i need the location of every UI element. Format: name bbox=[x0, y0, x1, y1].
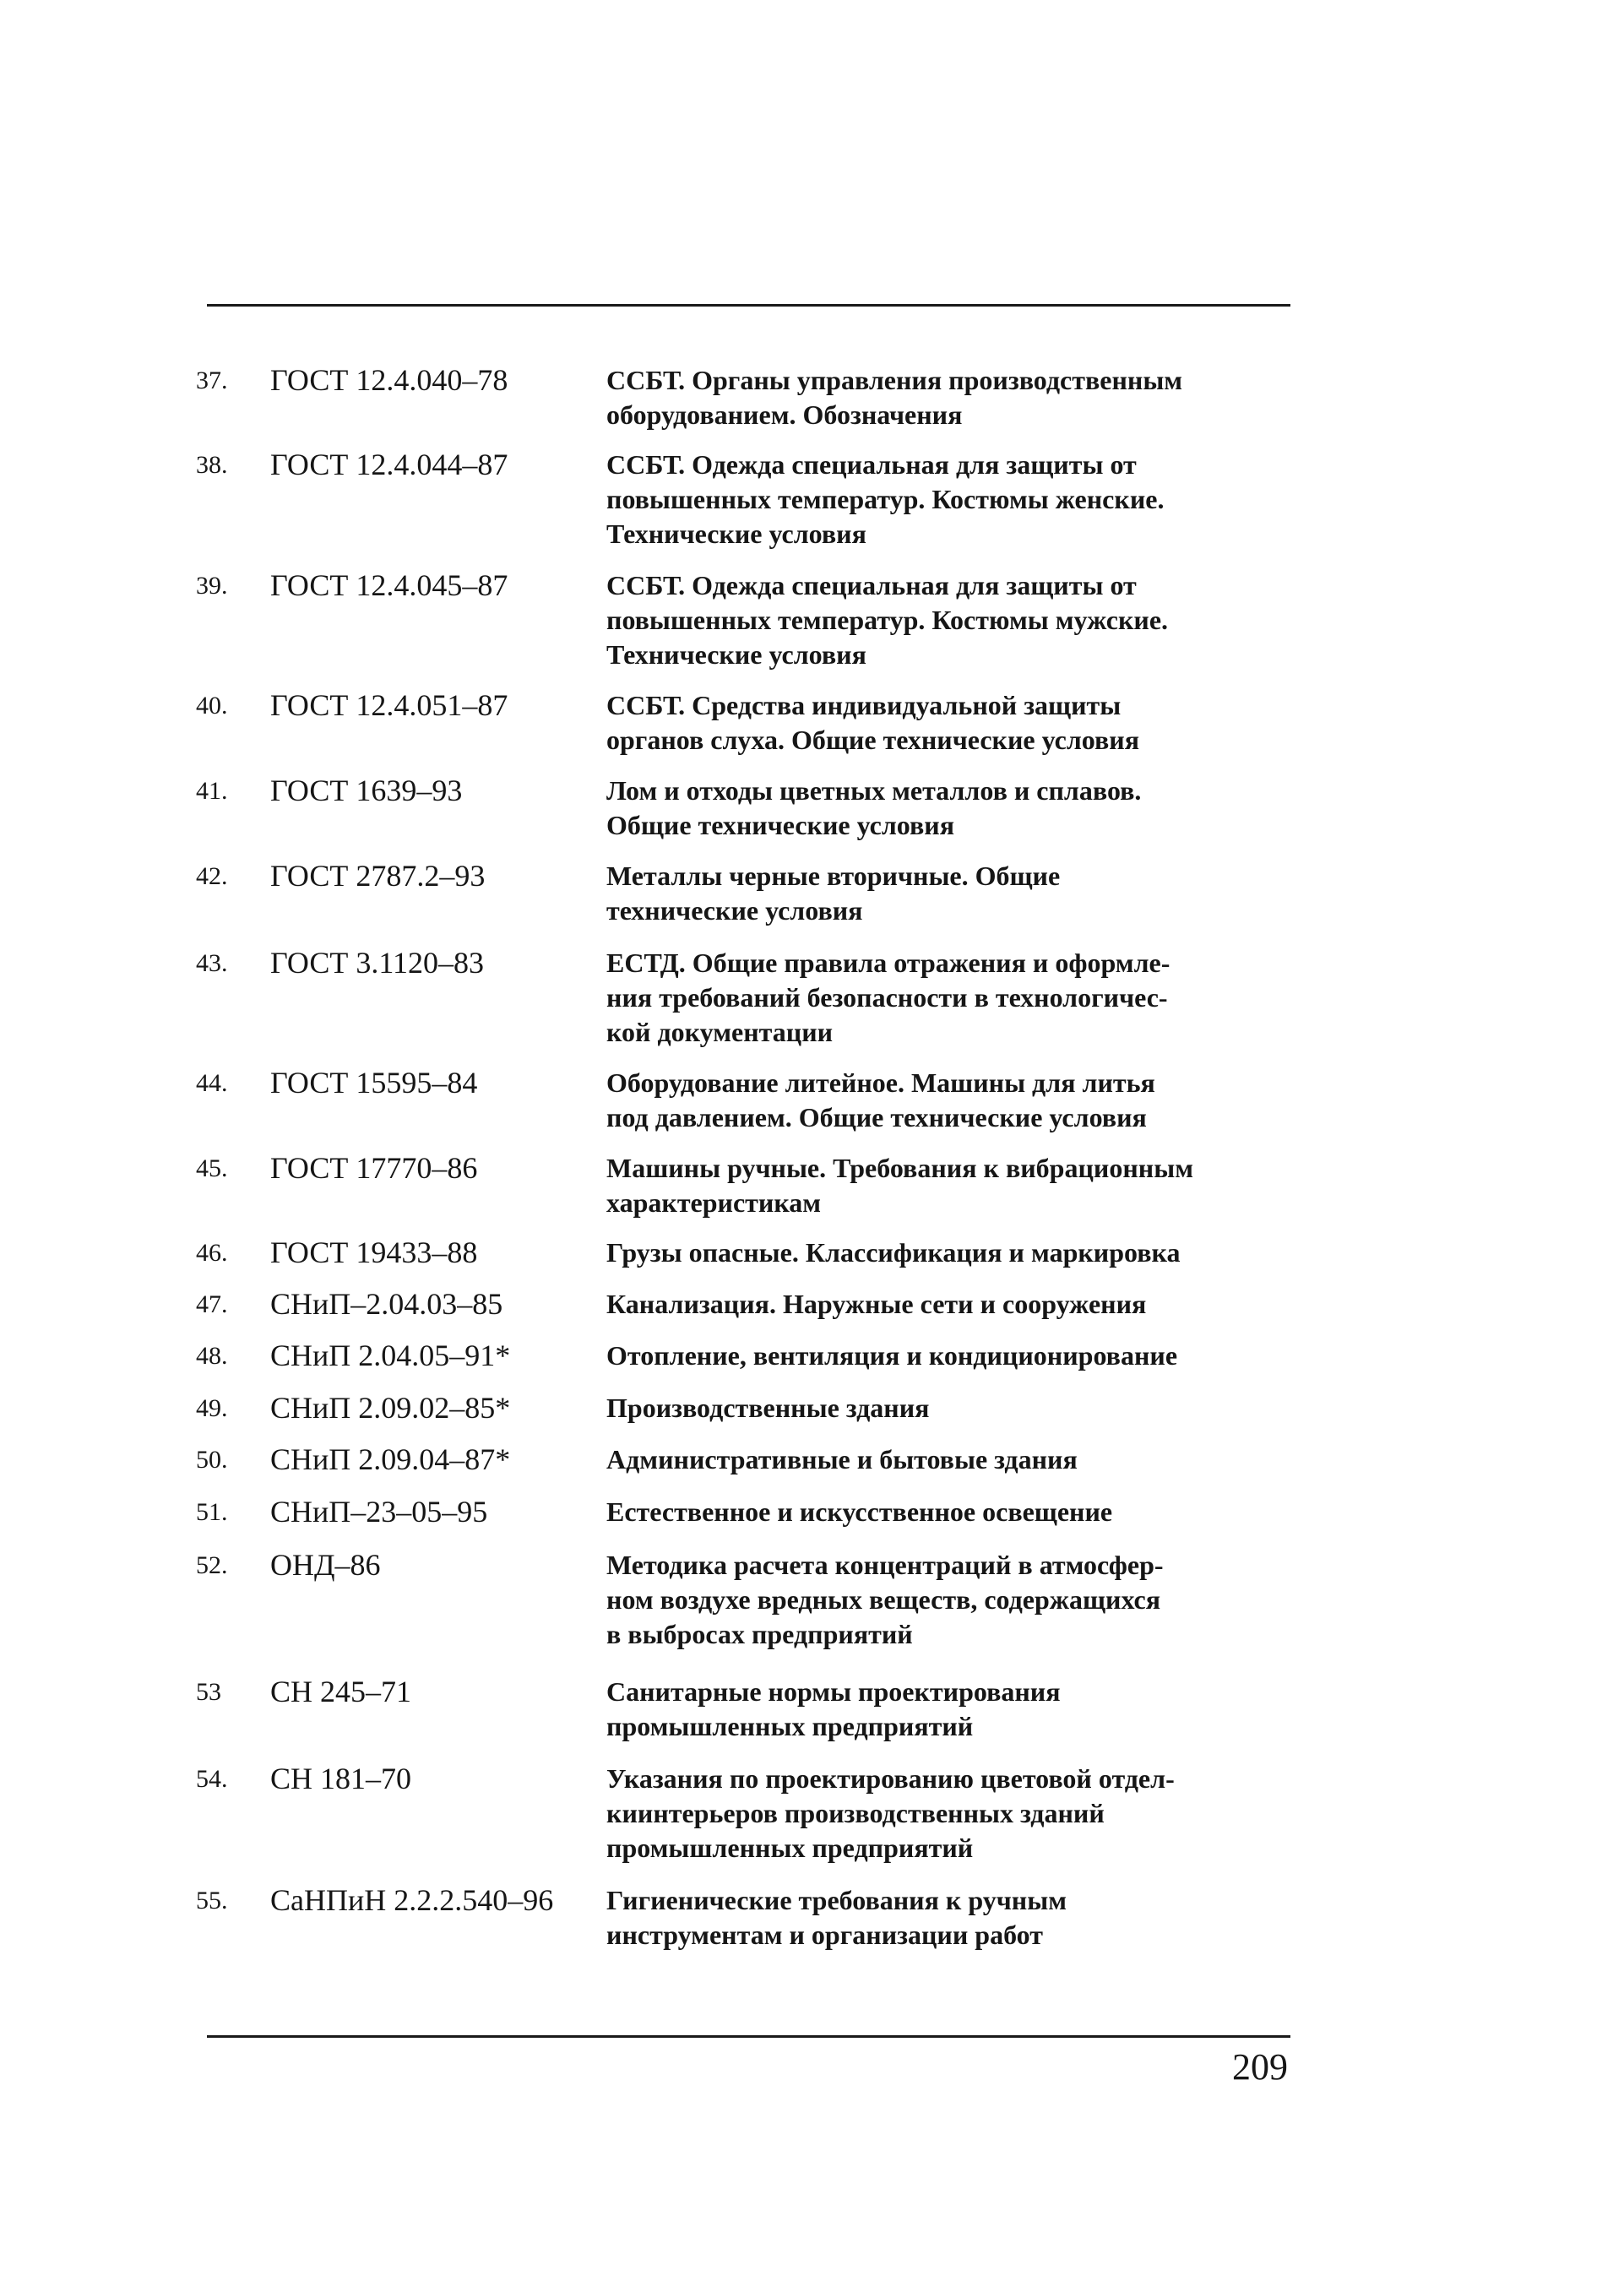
document-title bbox=[606, 1339, 1282, 1373]
title-line: Машины ручные. Требования к вибрационным bbox=[606, 1153, 1193, 1183]
title-line: кой документации bbox=[606, 1017, 834, 1047]
title-line: ССБТ. Органы управления производственным bbox=[606, 365, 1183, 395]
title-line: оборудованием. Обозначения bbox=[606, 399, 963, 430]
item-number: 43. bbox=[196, 949, 228, 977]
document-title bbox=[606, 1235, 1282, 1270]
title-line: под давлением. Общие технические условия bbox=[606, 1102, 1147, 1132]
title-line: характеристикам bbox=[606, 1187, 822, 1218]
document-code: ОНД–86 bbox=[270, 1548, 381, 1582]
document-code: СНиП 2.09.04–87* bbox=[270, 1442, 511, 1476]
title-line: Административные и бытовые здания bbox=[606, 1444, 1078, 1474]
document-title bbox=[606, 1548, 1282, 1652]
document-title bbox=[606, 568, 1282, 672]
title-line: Оборудование литейное. Машины для литья bbox=[606, 1067, 1155, 1098]
document-code: ГОСТ 12.4.044–87 bbox=[270, 448, 508, 481]
document-code: СНиП 2.09.02–85* bbox=[270, 1391, 511, 1425]
document-code: ГОСТ 17770–86 bbox=[270, 1151, 478, 1185]
title-line: ССБТ. Одежда специальная для защиты от bbox=[606, 570, 1137, 600]
title-line: ССБТ. Средства индивидуальной защиты bbox=[606, 690, 1122, 720]
title-line: киинтерьеров производственных зданий bbox=[606, 1798, 1105, 1828]
item-number: 50. bbox=[196, 1446, 228, 1474]
document-title bbox=[606, 1287, 1282, 1322]
item-number: 48. bbox=[196, 1342, 228, 1370]
item-number: 38. bbox=[196, 451, 228, 479]
item-number: 53 bbox=[196, 1678, 221, 1706]
title-line: Производственные здания bbox=[606, 1393, 930, 1423]
title-line: Металлы черные вторичные. Общие bbox=[606, 861, 1061, 891]
title-line: ния требований безопасности в технологичес- bbox=[606, 982, 1168, 1013]
document-code: ГОСТ 3.1120–83 bbox=[270, 946, 485, 980]
title-line: технические условия bbox=[606, 895, 863, 926]
title-line: Гигиенические требования к ручным bbox=[606, 1885, 1067, 1915]
item-number: 37. bbox=[196, 367, 228, 394]
document-title bbox=[606, 1442, 1282, 1477]
document-title bbox=[606, 1391, 1282, 1426]
item-number: 46. bbox=[196, 1239, 228, 1267]
title-line: Естественное и искусственное освещение bbox=[606, 1496, 1113, 1527]
title-line: ЕСТД. Общие правила отражения и оформле- bbox=[606, 948, 1170, 978]
title-line: Общие технические условия bbox=[606, 810, 955, 840]
item-number: 51. bbox=[196, 1498, 228, 1526]
document-title bbox=[606, 1762, 1282, 1865]
page-number: 209 bbox=[1232, 2046, 1288, 2088]
item-number: 47. bbox=[196, 1290, 228, 1318]
document-code: ГОСТ 1639–93 bbox=[270, 774, 463, 807]
title-line: повышенных температур. Костюмы женские. bbox=[606, 484, 1165, 514]
item-number: 39. bbox=[196, 572, 228, 600]
item-number: 40. bbox=[196, 692, 228, 720]
document-code: ГОСТ 12.4.040–78 bbox=[270, 363, 508, 397]
document-title bbox=[606, 1883, 1282, 1952]
document-code: ГОСТ 12.4.045–87 bbox=[270, 568, 508, 602]
title-line: Отопление, вентиляция и кондиционирование bbox=[606, 1340, 1178, 1371]
bottom-rule bbox=[207, 2035, 1290, 2038]
title-line: Грузы опасные. Классификация и маркировка bbox=[606, 1237, 1181, 1268]
document-code: СНиП–2.04.03–85 bbox=[270, 1287, 503, 1321]
title-line: ССБТ. Одежда специальная для защиты от bbox=[606, 449, 1137, 480]
document-title bbox=[606, 1151, 1282, 1220]
document-title bbox=[606, 859, 1282, 928]
title-line: Лом и отходы цветных металлов и сплавов. bbox=[606, 775, 1142, 806]
title-line: ном воздухе вредных веществ, содержащихся bbox=[606, 1584, 1161, 1615]
document-code: ГОСТ 19433–88 bbox=[270, 1235, 478, 1269]
document-title bbox=[606, 774, 1282, 843]
title-line: промышленных предприятий bbox=[606, 1711, 974, 1741]
item-number: 42. bbox=[196, 862, 228, 890]
item-number: 49. bbox=[196, 1394, 228, 1422]
item-number: 52. bbox=[196, 1551, 228, 1579]
document-title bbox=[606, 1495, 1282, 1529]
title-line: в выбросах предприятий bbox=[606, 1619, 913, 1649]
title-line: инструментам и организации работ bbox=[606, 1920, 1043, 1950]
document-code: СНиП–23–05–95 bbox=[270, 1495, 488, 1529]
title-line: Технические условия bbox=[606, 639, 866, 670]
item-number: 45. bbox=[196, 1154, 228, 1182]
document-code: ГОСТ 15595–84 bbox=[270, 1066, 478, 1100]
title-line: Указания по проектированию цветовой отдел- bbox=[606, 1763, 1175, 1794]
document-title bbox=[606, 1675, 1282, 1744]
document-code: СН 245–71 bbox=[270, 1675, 412, 1708]
item-number: 55. bbox=[196, 1887, 228, 1914]
document-title bbox=[606, 363, 1282, 432]
document-code: СНиП 2.04.05–91* bbox=[270, 1339, 511, 1372]
title-line: Канализация. Наружные сети и сооружения bbox=[606, 1289, 1147, 1319]
document-code: СаНПиН 2.2.2.540–96 bbox=[270, 1883, 554, 1917]
item-number: 54. bbox=[196, 1765, 228, 1793]
document-title bbox=[606, 688, 1282, 758]
document-title bbox=[606, 448, 1282, 551]
title-line: Методика расчета концентраций в атмосфер- bbox=[606, 1550, 1164, 1580]
item-number: 41. bbox=[196, 777, 228, 805]
top-rule bbox=[207, 304, 1290, 307]
document-code: СН 181–70 bbox=[270, 1762, 412, 1795]
title-line: Санитарные нормы проектирования bbox=[606, 1676, 1061, 1707]
document-title bbox=[606, 1066, 1282, 1135]
title-line: промышленных предприятий bbox=[606, 1833, 974, 1863]
title-line: Технические условия bbox=[606, 519, 866, 549]
title-line: органов слуха. Общие технические условия bbox=[606, 725, 1140, 755]
item-number: 44. bbox=[196, 1069, 228, 1097]
document-code: ГОСТ 12.4.051–87 bbox=[270, 688, 508, 722]
document-title bbox=[606, 946, 1282, 1050]
document-code: ГОСТ 2787.2–93 bbox=[270, 859, 486, 893]
title-line: повышенных температур. Костюмы мужские. bbox=[606, 605, 1169, 635]
